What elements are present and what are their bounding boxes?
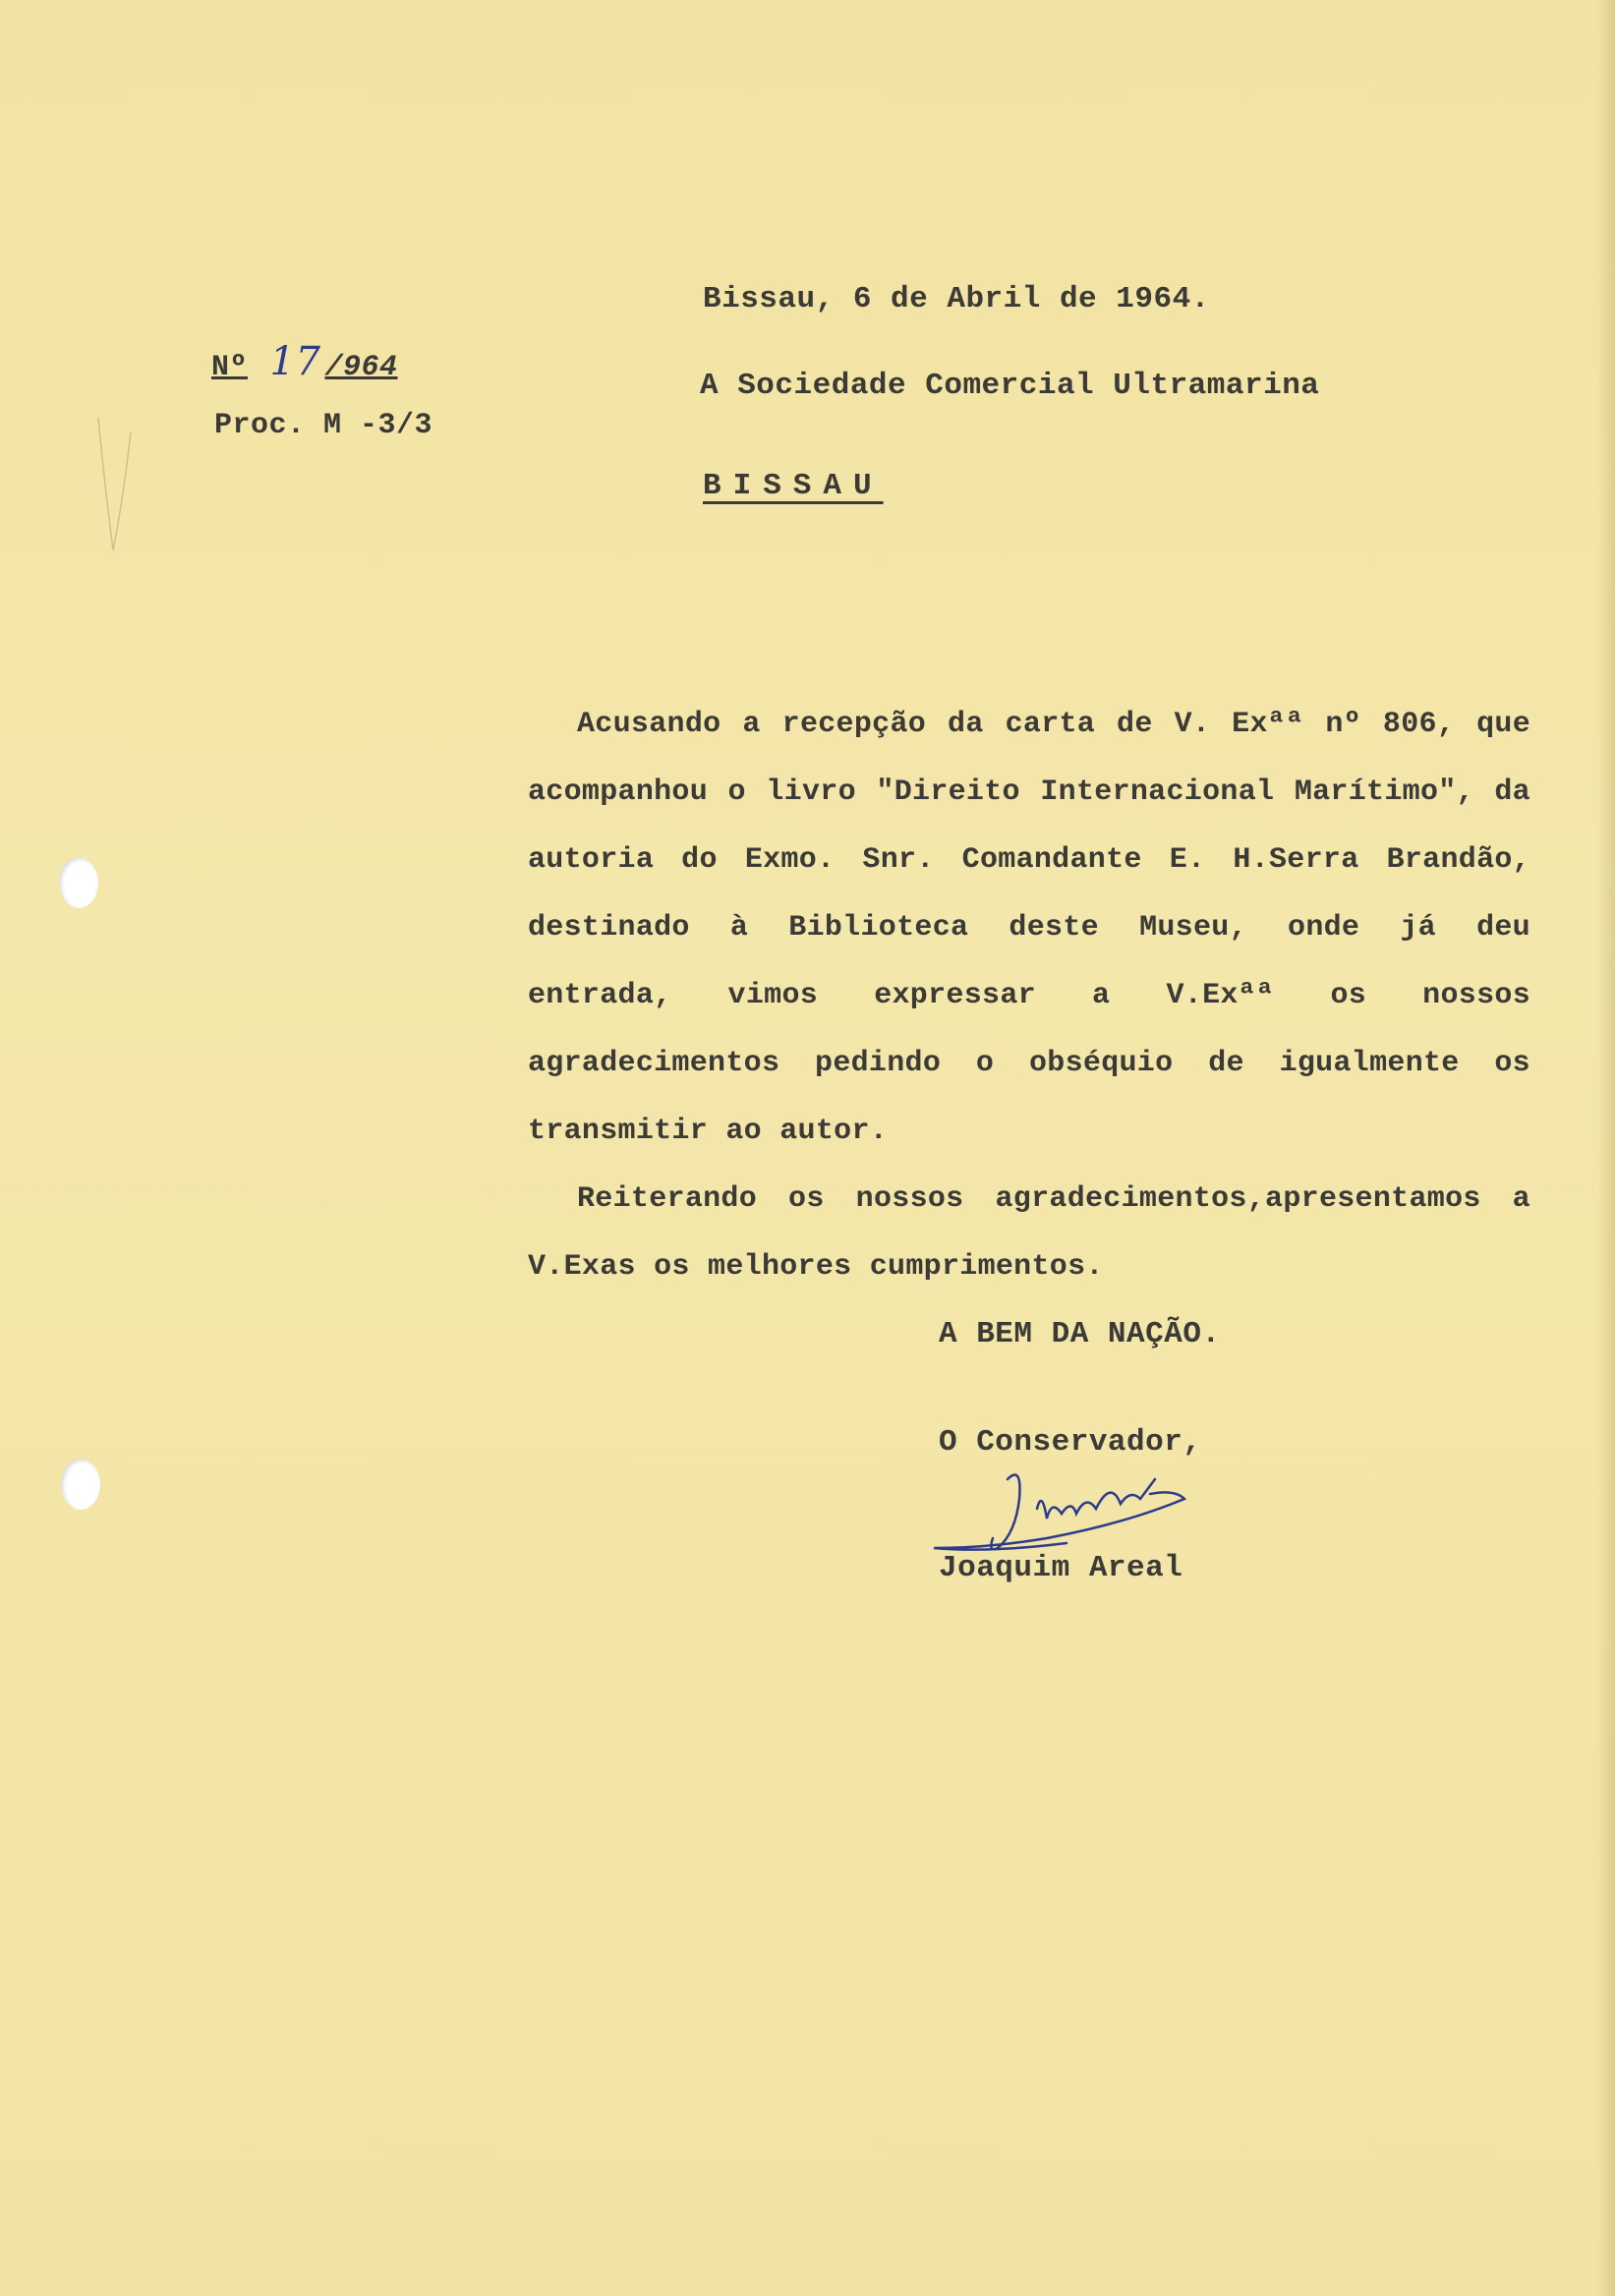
handwritten-number: 17 bbox=[269, 339, 321, 384]
punch-hole-lower bbox=[61, 1459, 100, 1510]
letter-body bbox=[528, 691, 1530, 1301]
addressee: A Sociedade Comercial Ultramarina bbox=[700, 369, 1320, 403]
paragraph-1: Acusando a recepção da carta de V. Exªª nº 806, que acompanhou o livro "Direito Internacional Marítimo", da autoria do Exmo. Snr. Comandante E. H.Serra Brandão, destinado à Biblioteca deste Museu, onde já deu entrada, vimos expressar a V.Exªª os nossos agradecimentos pedindo o obséquio de igualmente os transmitir ao autor. bbox=[528, 708, 1530, 1148]
addressee-city: BISSAU bbox=[703, 469, 884, 503]
reference-number: Nº 17 /964 bbox=[211, 339, 398, 384]
signer-name: Joaquim Areal bbox=[939, 1551, 1183, 1585]
pencil-check-mark bbox=[93, 413, 133, 560]
process-number: Proc. M -3/3 bbox=[214, 409, 433, 442]
paper-edge bbox=[1597, 0, 1615, 2296]
letter-date: Bissau, 6 de Abril de 1964. bbox=[703, 282, 1210, 316]
paragraph-2: Reiterando os nossos agradecimentos,apresentamos a V.Exas os melhores cumprimentos. bbox=[528, 1182, 1530, 1284]
closing-salutation: A BEM DA NAÇÃO. bbox=[939, 1317, 1221, 1351]
signer-title: O Conservador, bbox=[939, 1425, 1202, 1460]
punch-hole-upper bbox=[59, 857, 98, 908]
